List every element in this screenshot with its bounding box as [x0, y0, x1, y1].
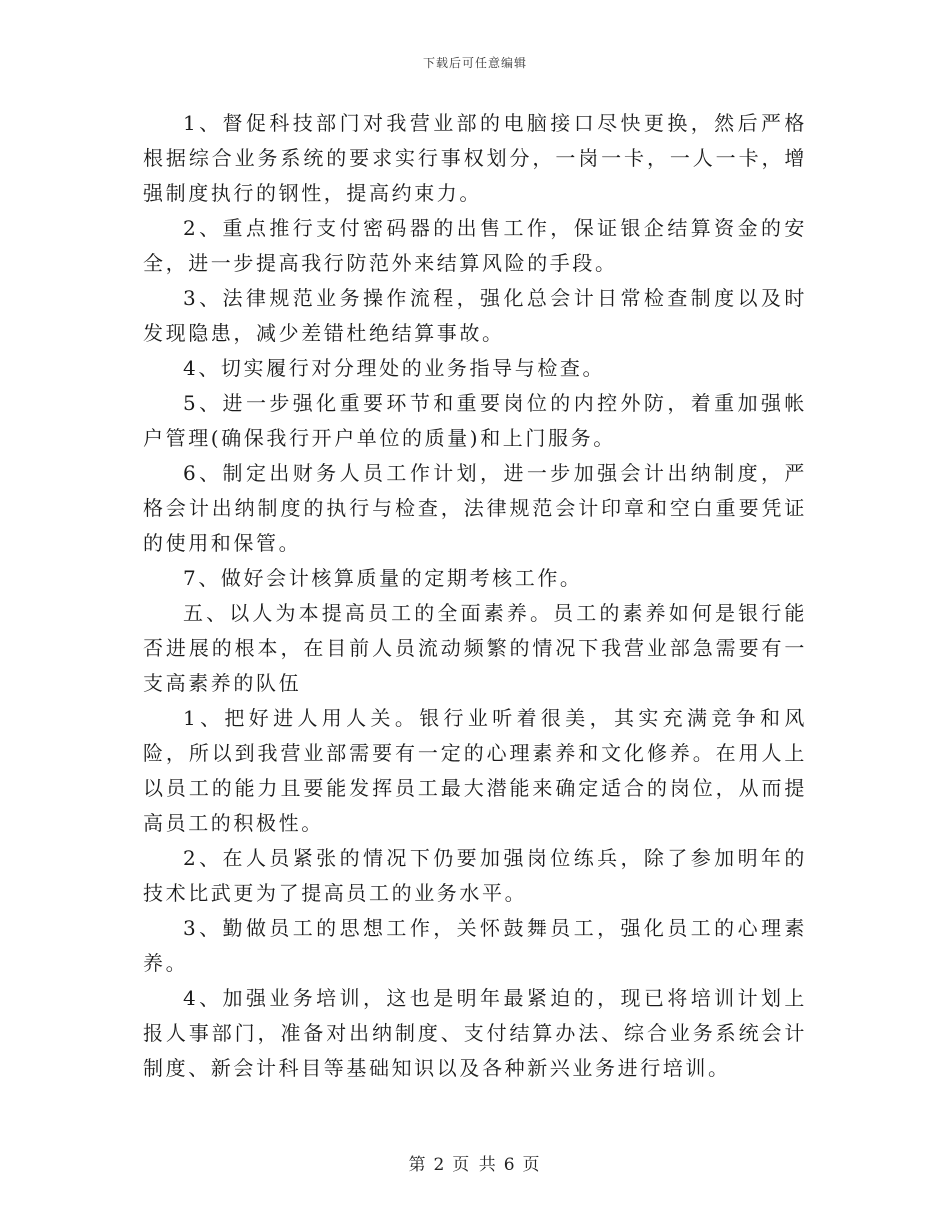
footer-suffix: 页: [522, 1155, 542, 1175]
footer-prefix: 第: [408, 1155, 428, 1175]
paragraph: 6、制定出财务人员工作计划，进一步加强会计出纳制度，严格会计出纳制度的执行与检查，法律规范会计印章和空白重要凭证的使用和保管。: [143, 461, 807, 555]
page-number-footer: [0, 1150, 950, 1175]
paragraph: 3、勤做员工的思想工作，关怀鼓舞员工，强化员工的心理素养。: [143, 916, 807, 975]
footer-middle: 页 共: [452, 1155, 498, 1175]
total-page-count: 6: [503, 1155, 517, 1175]
paragraph: 3、法律规范业务操作流程，强化总会计日常检查制度以及时发现隐患，减少差错杜绝结算事故。: [143, 286, 807, 345]
paragraph: 1、把好进人用人关。银行业听着很美，其实充满竞争和风险，所以到我营业部需要有一定的心理素养和文化修养。在用人上以员工的能力且要能发挥员工最大潜能来确定适合的岗位，从而提高员工的积极性。: [143, 706, 807, 835]
paragraph: 1、督促科技部门对我营业部的电脑接口尽快更换，然后严格根据综合业务系统的要求实行事权划分，一岗一卡，一人一卡，增强制度执行的钢性，提高约束力。: [143, 111, 807, 205]
section-heading-paragraph: 五、以人为本提高员工的全面素养。员工的素养如何是银行能否进展的根本，在目前人员流动频繁的情况下我营业部急需要有一支高素养的队伍: [143, 601, 807, 695]
paragraph: 7、做好会计核算质量的定期考核工作。: [183, 566, 583, 590]
paragraph: 2、重点推行支付密码器的出售工作，保证银企结算资金的安全，进一步提高我行防范外来结算风险的手段。: [143, 216, 807, 275]
paragraph: 5、进一步强化重要环节和重要岗位的内控外防，着重加强帐户管理(确保我行开户单位的质量)和上门服务。: [143, 391, 807, 450]
body-text: [143, 106, 807, 1086]
paragraph: 2、在人员紧张的情况下仍要加强岗位练兵，除了参加明年的技术比武更为了提高员工的业务水平。: [143, 846, 807, 905]
paragraph: 4、加强业务培训，这也是明年最紧迫的，现已将培训计划上报人事部门，准备对出纳制度、支付结算办法、综合业务系统会计制度、新会计科目等基础知识以及各种新兴业务进行培训。: [143, 986, 807, 1080]
current-page-number: 2: [433, 1155, 447, 1175]
paragraph: 4、切实履行对分理处的业务指导与检查。: [183, 356, 606, 380]
header-note: 下载后可任意编辑: [422, 56, 527, 70]
